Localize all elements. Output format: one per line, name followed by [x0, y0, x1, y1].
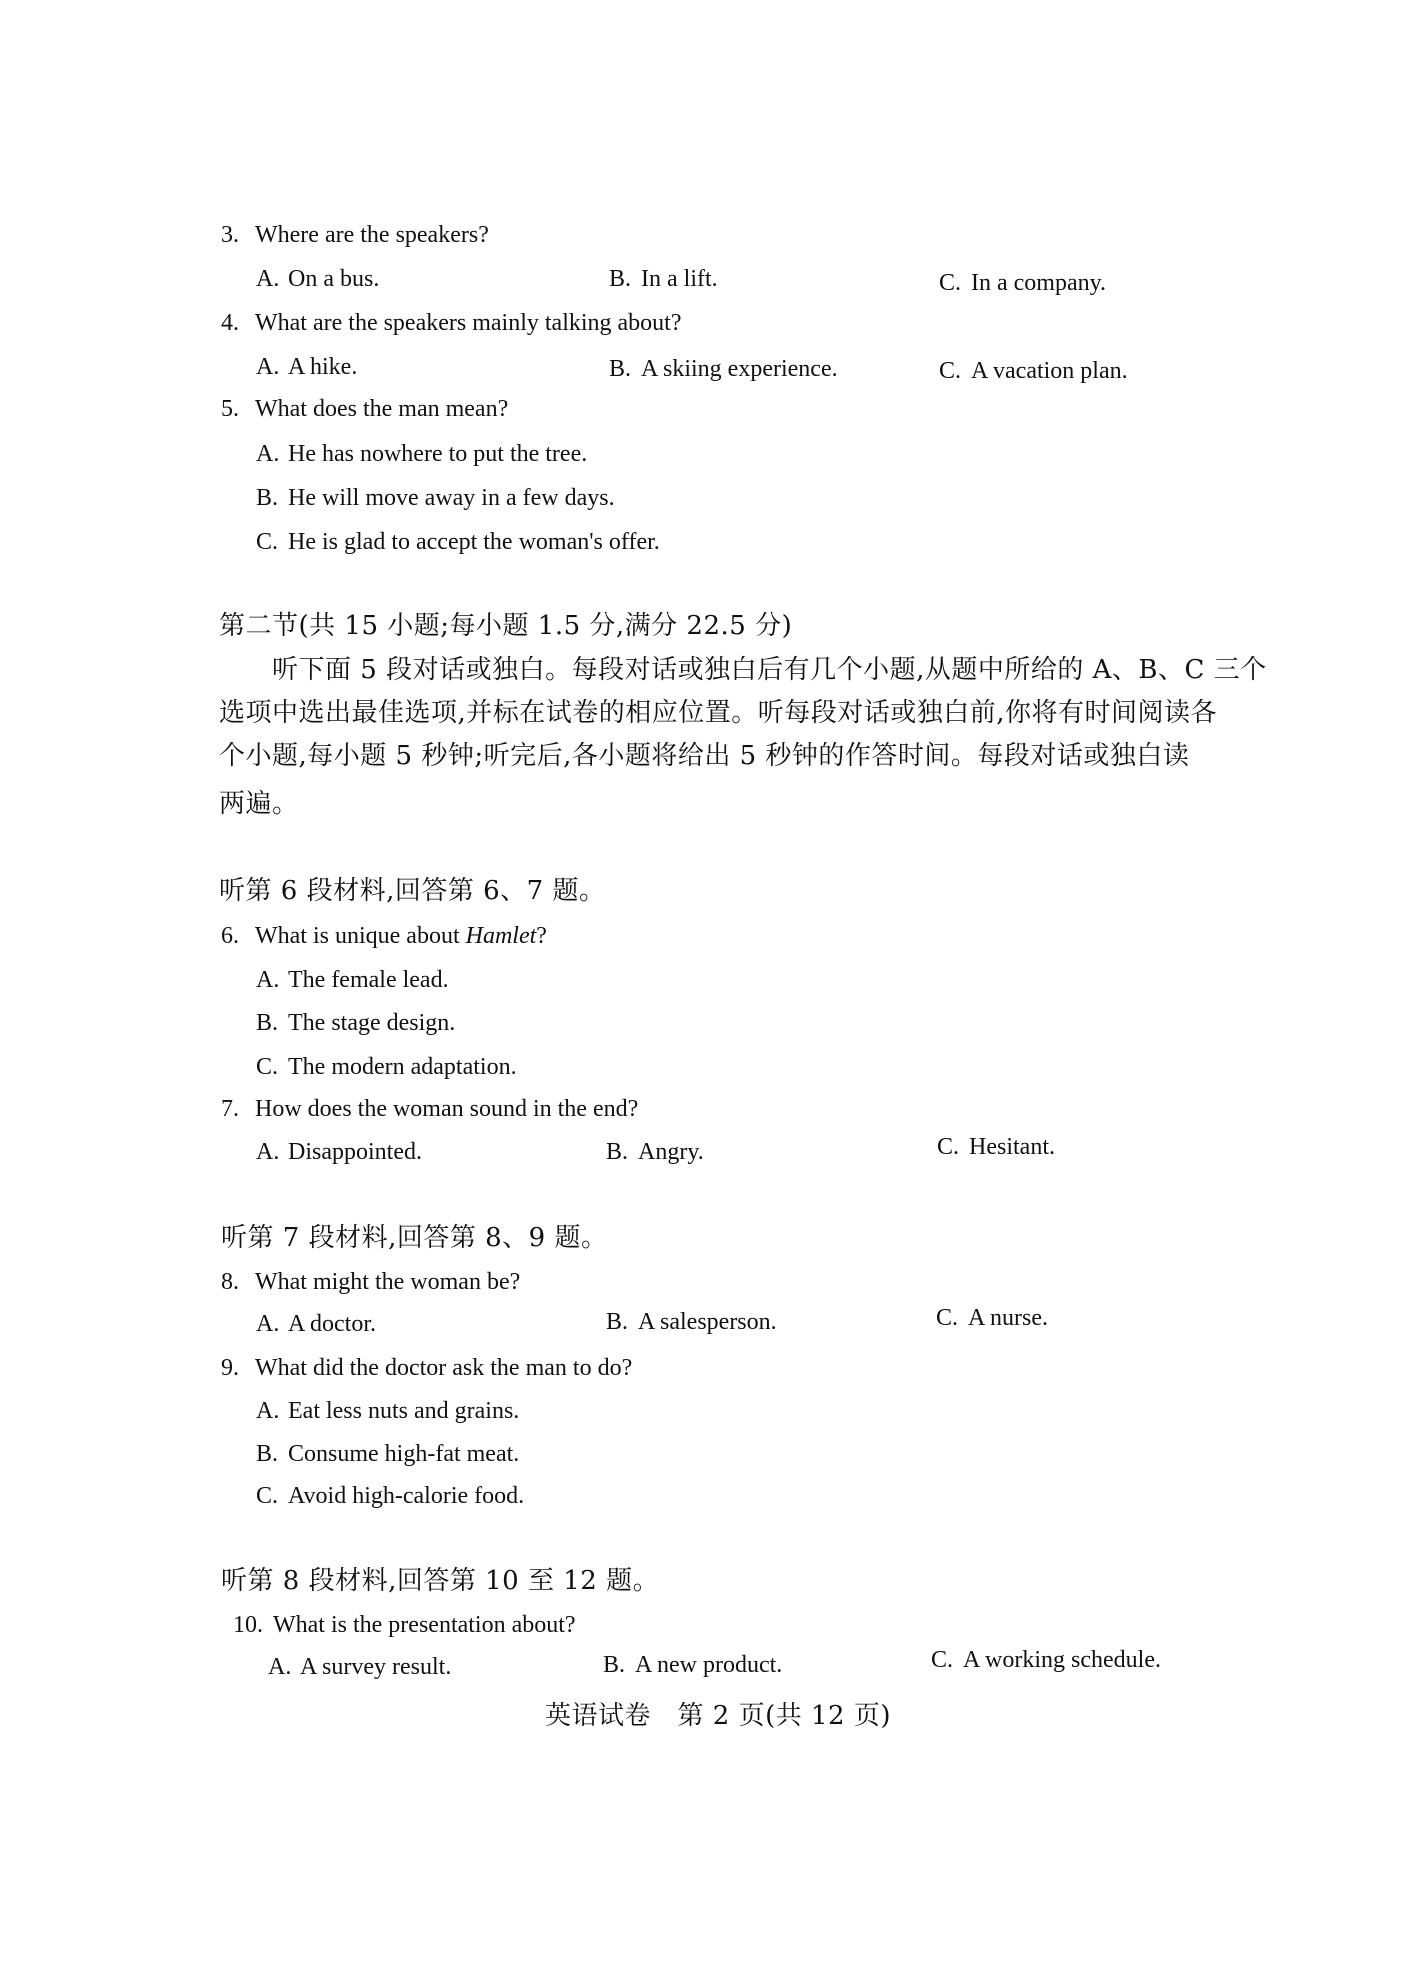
text: What is the presentation about?: [273, 1612, 576, 1638]
text: A survey result.: [300, 1654, 452, 1680]
option-letter: A.: [256, 266, 280, 292]
text: He is glad to accept the woman's offer.: [288, 529, 660, 555]
option-10a: [268, 1652, 451, 1682]
question-3: [221, 220, 489, 250]
text: Avoid high-calorie food.: [288, 1483, 525, 1509]
text: On a bus.: [288, 266, 380, 292]
option-letter: C.: [931, 1647, 954, 1673]
question-number: 6.: [221, 923, 239, 949]
option-letter: A.: [256, 1139, 280, 1165]
text: He will move away in a few days.: [288, 485, 615, 511]
option-letter: B.: [609, 356, 632, 382]
text: A doctor.: [288, 1311, 376, 1337]
question-number: 9.: [221, 1355, 239, 1381]
instruction-line-1: 听下面 5 段对话或独白。每段对话或独白后有几个小题,从题中所给的 A、B、C 三个: [272, 655, 1267, 685]
option-8b: [606, 1307, 777, 1337]
option-10c: [931, 1645, 1161, 1675]
option-5a: [256, 439, 587, 469]
text: How does the woman sound in the end?: [255, 1096, 639, 1122]
option-letter: A.: [256, 1398, 280, 1424]
option-8c: [936, 1303, 1048, 1333]
option-6a: [256, 965, 449, 995]
question-9: [221, 1353, 632, 1383]
option-3b: [609, 264, 718, 294]
question-number: 5.: [221, 396, 239, 422]
group-intro-6: 听第 6 段材料,回答第 6、7 题。: [219, 876, 606, 906]
question-number: 10.: [233, 1612, 263, 1638]
text: Angry.: [638, 1139, 704, 1165]
text: A hike.: [288, 354, 358, 380]
option-letter: C.: [936, 1305, 959, 1331]
group-intro-8: 听第 8 段材料,回答第 10 至 12 题。: [221, 1566, 660, 1596]
text: In a company.: [971, 270, 1107, 296]
option-3a: [256, 264, 379, 294]
option-10b: [603, 1650, 782, 1680]
option-letter: B.: [606, 1139, 629, 1165]
option-letter: C.: [256, 1054, 279, 1080]
option-4b: [609, 354, 838, 384]
text: The female lead.: [288, 967, 449, 993]
page-footer: 英语试卷 第 2 页(共 12 页): [545, 1701, 891, 1731]
text: In a lift.: [641, 266, 718, 292]
question-number: 4.: [221, 310, 239, 336]
text: ?: [536, 923, 547, 949]
text: A salesperson.: [638, 1309, 777, 1335]
option-6b: [256, 1008, 455, 1038]
option-letter: A.: [256, 441, 280, 467]
option-letter: C.: [937, 1134, 960, 1160]
text: The stage design.: [288, 1010, 456, 1036]
question-6: [221, 921, 547, 951]
option-letter: A.: [256, 354, 280, 380]
text: He has nowhere to put the tree.: [288, 441, 588, 467]
instruction-line-3: 个小题,每小题 5 秒钟;听完后,各小题将给出 5 秒钟的作答时间。每段对话或独白读: [219, 741, 1190, 771]
text: Disappointed.: [288, 1139, 422, 1165]
question-5: [221, 394, 508, 424]
option-9c: [256, 1481, 524, 1511]
option-7b: [606, 1137, 704, 1167]
option-letter: C.: [256, 529, 279, 555]
option-letter: B.: [256, 485, 279, 511]
option-letter: A.: [268, 1654, 292, 1680]
option-4c: [939, 356, 1128, 386]
text: A working schedule.: [963, 1647, 1161, 1673]
option-4a: [256, 352, 357, 382]
question-10: [233, 1610, 576, 1640]
option-letter: C.: [939, 270, 962, 296]
option-5c: [256, 527, 660, 557]
text: Hesitant.: [969, 1134, 1055, 1160]
option-7c: [937, 1132, 1055, 1162]
text: What is unique about: [255, 923, 466, 949]
question-4: [221, 308, 682, 338]
option-5b: [256, 483, 615, 513]
text: What are the speakers mainly talking about?: [255, 310, 682, 336]
question-number: 3.: [221, 222, 239, 248]
text: A new product.: [635, 1652, 783, 1678]
section-heading: 第二节(共 15 小题;每小题 1.5 分,满分 22.5 分): [219, 611, 793, 641]
text: A vacation plan.: [971, 358, 1128, 384]
option-letter: B.: [603, 1652, 626, 1678]
option-3c: [939, 268, 1106, 298]
text: Consume high-fat meat.: [288, 1441, 520, 1467]
option-letter: B.: [606, 1309, 629, 1335]
text: A skiing experience.: [641, 356, 838, 382]
question-number: 7.: [221, 1096, 239, 1122]
option-letter: B.: [256, 1010, 279, 1036]
option-7a: [256, 1137, 422, 1167]
text: Hamlet: [465, 923, 537, 949]
text: Eat less nuts and grains.: [288, 1398, 520, 1424]
text: Where are the speakers?: [255, 222, 489, 248]
text: What does the man mean?: [255, 396, 509, 422]
instruction-line-4: 两遍。: [219, 789, 299, 819]
instruction-line-2: 选项中选出最佳选项,并标在试卷的相应位置。听每段对话或独白前,你将有时间阅读各: [219, 698, 1218, 728]
option-9a: [256, 1396, 519, 1426]
question-number: 8.: [221, 1269, 239, 1295]
option-letter: A.: [256, 967, 280, 993]
question-8: [221, 1267, 520, 1297]
option-6c: [256, 1052, 517, 1082]
option-letter: B.: [256, 1441, 279, 1467]
text: What might the woman be?: [255, 1269, 521, 1295]
option-letter: B.: [609, 266, 632, 292]
option-letter: C.: [256, 1483, 279, 1509]
option-letter: C.: [939, 358, 962, 384]
option-9b: [256, 1439, 519, 1469]
text: The modern adaptation.: [288, 1054, 517, 1080]
text: A nurse.: [968, 1305, 1048, 1331]
question-7: [221, 1094, 638, 1124]
group-intro-7: 听第 7 段材料,回答第 8、9 题。: [221, 1223, 608, 1253]
option-letter: A.: [256, 1311, 280, 1337]
text: What did the doctor ask the man to do?: [255, 1355, 633, 1381]
option-8a: [256, 1309, 376, 1339]
